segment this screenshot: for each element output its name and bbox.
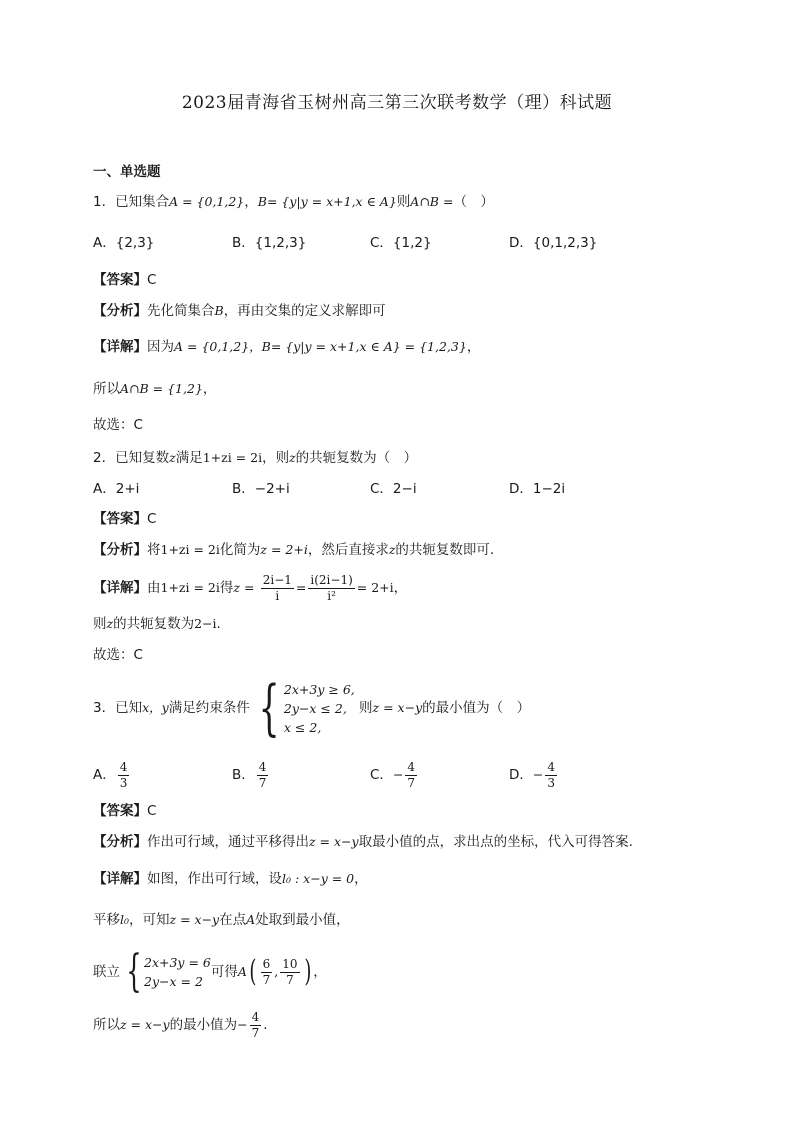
fraction: $\frac{i(2i-1)}{\text{i²}}$ [310,572,353,603]
question-1-choice: 故选：C [93,417,143,433]
question-1-option-d: D．{0,1,2,3} [509,235,598,251]
question-2-option-a: A．2+i [93,481,140,497]
fraction: $\frac{2i-1}{i}$ [262,572,292,603]
question-3-conclusion: 所以z = x−y的最小值为− $\frac{4}{7}$ . [93,1009,268,1040]
question-2-choice: 故选：C [93,647,143,663]
question-2-option-c: C．2−i [370,481,417,497]
question-3-option-a: A． $\frac{4}{3}$ [93,759,128,790]
question-2-detail: 【详解】由1+zi = 2i得z = $\frac{2i-1}{i}$ = $\frac{i(2i-1)}{\text{i²}}$ = 2+i， [93,572,408,603]
question-1-analysis: 【分析】先化简集合B，再由交集的定义求解即可 [93,303,386,319]
question-1-detail: 【详解】因为A = {0,1,2}，B= {y|y = x+1,x ∈ A} = {1,2,3}， [93,339,481,355]
question-2-option-b: B．−2+i [232,481,290,497]
question-3-system-solution: 联立 { 2x+3y = 6 2y−x = 2 可得A( $\frac{6}{7}$ , $\frac{10}{7}$ ) ， [93,946,327,997]
question-1-option-c: C．{1,2} [370,235,432,251]
question-3-option-c: C．− $\frac{4}{7}$ [370,759,416,790]
document-title: 2023届青海省玉树州高三第三次联考数学（理）科试题 [181,93,613,113]
question-1-conclusion: 所以A∩B = {1,2}， [93,381,217,397]
question-3-answer: 【答案】C [93,803,157,819]
question-1-answer: 【答案】C [93,272,157,288]
question-1-option-b: B．{1,2,3} [232,235,307,251]
question-3-stem: 3．已知x，y满足约束条件 { 2x+3y ≥ 6, 2y−x ≤ 2, x ≤ 2, 则z = x−y的最小值为（ ） [93,673,531,743]
question-2-conclusion: 则z的共轭复数为2−i. [93,616,221,632]
left-brace: { [126,946,142,997]
left-brace: { [258,673,280,743]
question-3-translation: 平移l₀，可知z = x−y在点A处取到最小值， [93,912,350,928]
question-2-stem: 2．已知复数z满足1+zi = 2i，则z的共轭复数为（ ） [93,450,418,466]
question-1-option-a: A．{2,3} [93,235,155,251]
question-3-option-d: D．− $\frac{4}{3}$ [509,759,556,790]
equation-system: 2x+3y = 6 2y−x = 2 [144,955,211,989]
question-3-option-b: B． $\frac{4}{7}$ [232,759,267,790]
question-1-stem: 1．已知集合A = {0,1,2}，B= {y|y = x+1,x ∈ A}则A∩B =（ ） [93,194,494,210]
question-2-analysis: 【分析】将1+zi = 2i化简为z = 2+i，然后直接求z的共轭复数即可. [93,542,495,558]
constraint-system: 2x+3y ≥ 6, 2y−x ≤ 2, x ≤ 2, [283,681,355,735]
section-heading: 一、单选题 [93,164,161,180]
question-2-option-d: D．1−2i [509,481,566,497]
question-3-analysis: 【分析】作出可行域，通过平移得出z = x−y取最小值的点，求出点的坐标，代入可得答案. [93,834,633,850]
question-3-detail: 【详解】如图，作出可行域，设l₀ : x−y = 0， [93,871,368,887]
question-2-answer: 【答案】C [93,511,157,527]
